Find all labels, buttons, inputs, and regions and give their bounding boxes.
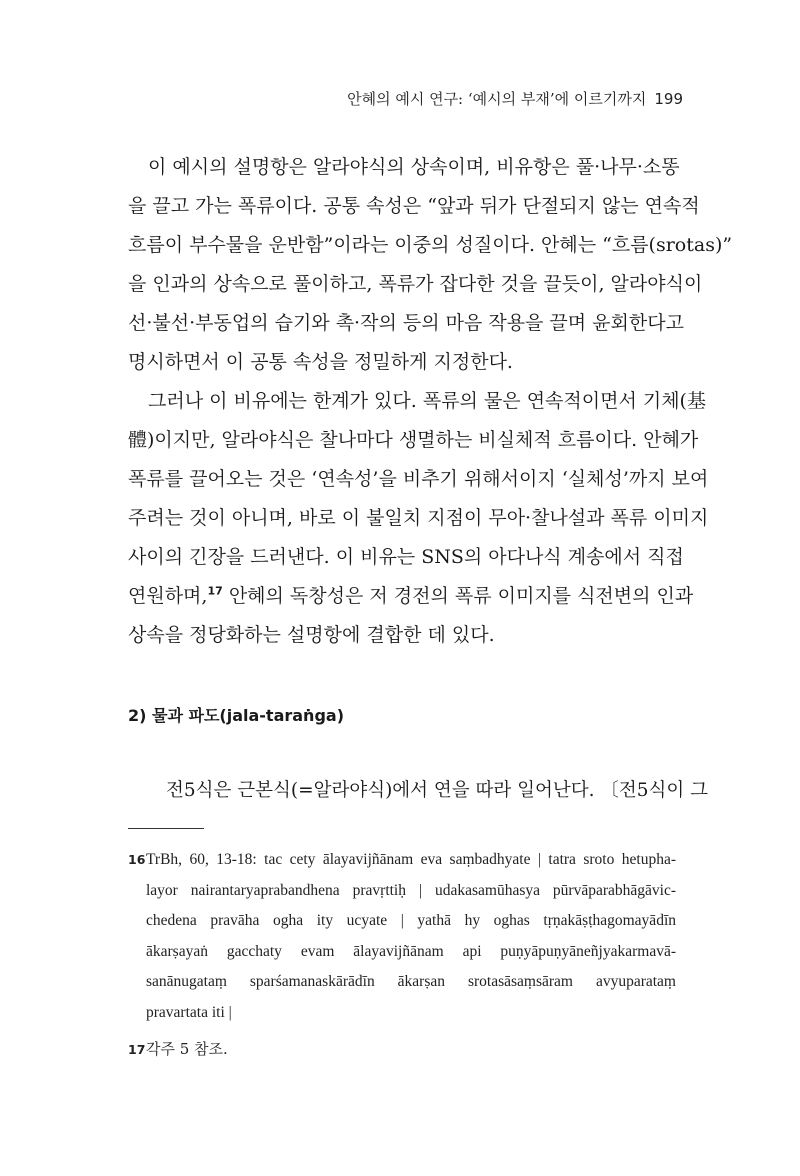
running-header: [347, 88, 683, 109]
text-line: 이 예시의 설명항은 알라야식의 상속이며, 비유항은 풀·나무·소똥: [148, 156, 680, 178]
footnotes: [128, 845, 676, 1065]
running-title: 안혜의 예시 연구: ‘예시의 부재’에 이르기까지: [347, 90, 647, 108]
text-line: 선·불선·부동업의 습기와 촉·작의 등의 마음 작용을 끌며 윤회한다고: [128, 312, 684, 334]
text-line: 을 인과의 상속으로 풀이하고, 폭류가 잡다한 것을 끌듯이, 알라야식이: [128, 273, 703, 295]
text-line: 을 끌고 가는 폭류이다. 공통 속성은 “앞과 뒤가 단절되지 않는 연속적: [128, 195, 700, 217]
text-line: 그러나 이 비유에는 한계가 있다. 폭류의 물은 연속적이면서 기체(基: [148, 390, 706, 412]
text-line: 명시하면서 이 공통 속성을 정밀하게 지정한다.: [128, 351, 513, 373]
footnote-16: 16TrBh, 60, 13-18: tac cety ālayavijñānam eva saṃbadhyate | tatra sroto hetupha-: [128, 845, 676, 876]
footnote-line: ākarṣayaṅ gacchaty evam ālayavijñānam api puṇyāpuṇyāneñjyakarmavā-: [146, 942, 676, 960]
footnote-ref-17[interactable]: 17: [207, 584, 223, 598]
footnote-line: sanānugataṃ sparśamanaskārādīn ākarṣan srotasāsaṃsāram avyuparataṃ: [146, 973, 676, 990]
paragraph-1: [128, 148, 733, 382]
text-line: 상속을 정당화하는 설명항에 결합한 데 있다.: [128, 624, 495, 646]
footnote-divider: [128, 828, 204, 829]
footnote-number: 16: [128, 852, 146, 867]
footnote-17: 17각주 5 참조.: [128, 1034, 676, 1065]
text-line: 흐름이 부수물을 운반함”이라는 이중의 성질이다. 안혜는 “흐름(srotas)”: [128, 234, 733, 256]
footnote-line: layor nairantaryaprabandhena pravṛttiḥ | udakasamūhasya pūrvāparabhāgāvic-: [146, 881, 676, 899]
text-line: 體)이지만, 알라야식은 찰나마다 생멸하는 비실체적 흐름이다. 안혜가: [128, 429, 699, 451]
page-number: 199: [654, 90, 683, 108]
text-line: 주려는 것이 아니며, 바로 이 불일치 지점이 무아·찰나설과 폭류 이미지: [128, 507, 709, 529]
footnote-line: chedena pravāha ogha ity ucyate | yathā hy oghas tṛṇakāṣṭhagomayādīn: [146, 912, 676, 929]
section-heading: 2) 물과 파도(jala-taraṅga): [128, 706, 345, 725]
paragraph-2: [128, 382, 709, 655]
footnote-number: 17: [128, 1042, 146, 1057]
footnote-line: pravartata iti |: [146, 1003, 232, 1021]
text-line: 폭류를 끌어오는 것은 ‘연속성’을 비추기 위해서이지 ‘실체성’까지 보여: [128, 468, 709, 490]
quoted-passage: 전5식은 근본식(=알라야식)에서 연을 따라 일어난다. 〔전5식이 그: [166, 780, 709, 801]
text-line: 사이의 긴장을 드러낸다. 이 비유는 SNS의 아다나식 계송에서 직접: [128, 546, 684, 568]
text-line-with-footnote: 연원하며,$^{17}$ 안혜의 독창성은 저 경전의 폭류 이미지를 식전변의 인과: [128, 584, 694, 607]
